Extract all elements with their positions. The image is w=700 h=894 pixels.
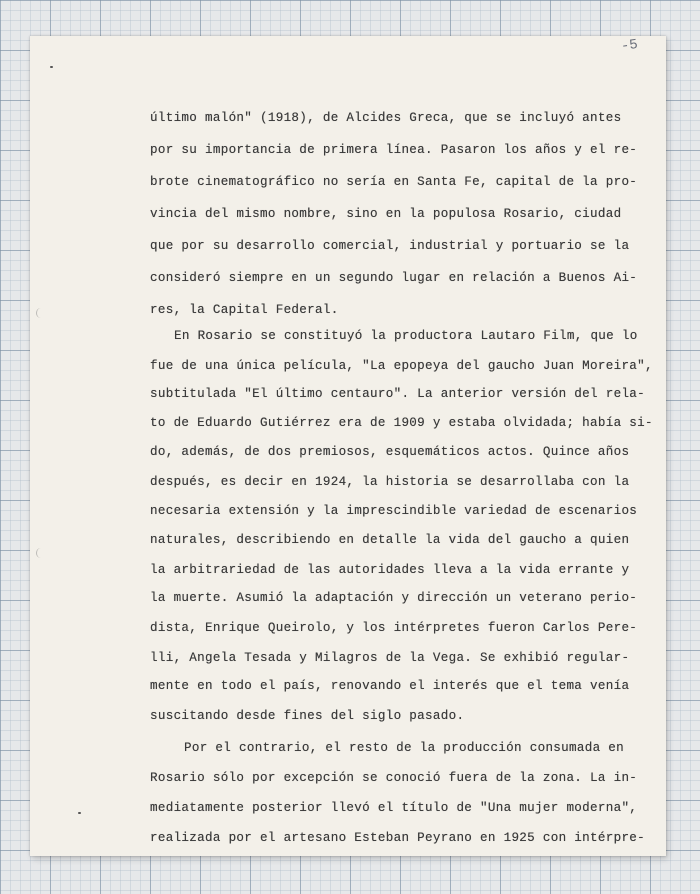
text-line: que por su desarrollo comercial, industrial y portuario se la <box>150 239 630 253</box>
text-line: la muerte. Asumió la adaptación y dirección un veterano perio- <box>150 591 638 605</box>
text-line: res, la Capital Federal. <box>150 303 339 317</box>
text-line: Por el contrario, el resto de la producción consumada en <box>184 741 625 755</box>
text-line: suscitando desde fines del siglo pasado. <box>150 709 465 723</box>
page-number: -5 <box>620 36 640 56</box>
ink-speck <box>50 66 53 68</box>
text-line: por su importancia de primera línea. Pasaron los años y el re- <box>150 143 638 157</box>
text-line: fue de una única película, "La epopeya del gaucho Juan Moreira", <box>150 359 653 373</box>
text-line: mediatamente posterior llevó el título de "Una mujer moderna", <box>150 801 638 815</box>
text-line: En Rosario se constituyó la productora Lautaro Film, que lo <box>174 329 638 343</box>
text-line: brote cinematográfico no sería en Santa Fe, capital de la pro- <box>150 175 638 189</box>
punch-hole-mark <box>36 548 45 558</box>
text-line: naturales, describiendo en detalle la vida del gaucho a quien <box>150 533 630 547</box>
text-line: después, es decir en 1924, la historia se desarrollaba con la <box>150 475 630 489</box>
text-line: lli, Angela Tesada y Milagros de la Vega. Se exhibió regular- <box>150 651 630 665</box>
text-line: la arbitrariedad de las autoridades lleva a la vida errante y <box>150 563 630 577</box>
text-line: do, además, de dos premiosos, esquemáticos actos. Quince años <box>150 445 630 459</box>
typewritten-page <box>30 36 666 856</box>
punch-hole-mark <box>36 308 45 318</box>
text-line: consideró siempre en un segundo lugar en relación a Buenos Ai- <box>150 271 638 285</box>
text-line: subtitulada "El último centauro". La anterior versión del rela- <box>150 387 646 401</box>
text-line: realizada por el artesano Esteban Peyrano en 1925 con intérpre- <box>150 831 646 845</box>
text-line: to de Eduardo Gutiérrez era de 1909 y estaba olvidada; había si- <box>150 416 653 430</box>
ink-speck <box>78 812 81 814</box>
text-line: dista, Enrique Queirolo, y los intérpretes fueron Carlos Pere- <box>150 621 638 635</box>
text-line: mente en todo el país, renovando el interés que el tema venía <box>150 679 630 693</box>
text-line: vincia del mismo nombre, sino en la populosa Rosario, ciudad <box>150 207 622 221</box>
text-line: último malón" (1918), de Alcides Greca, que se incluyó antes <box>150 111 622 125</box>
text-line: necesaria extensión y la imprescindible variedad de escenarios <box>150 504 638 518</box>
text-line: Rosario sólo por excepción se conoció fuera de la zona. La in- <box>150 771 638 785</box>
